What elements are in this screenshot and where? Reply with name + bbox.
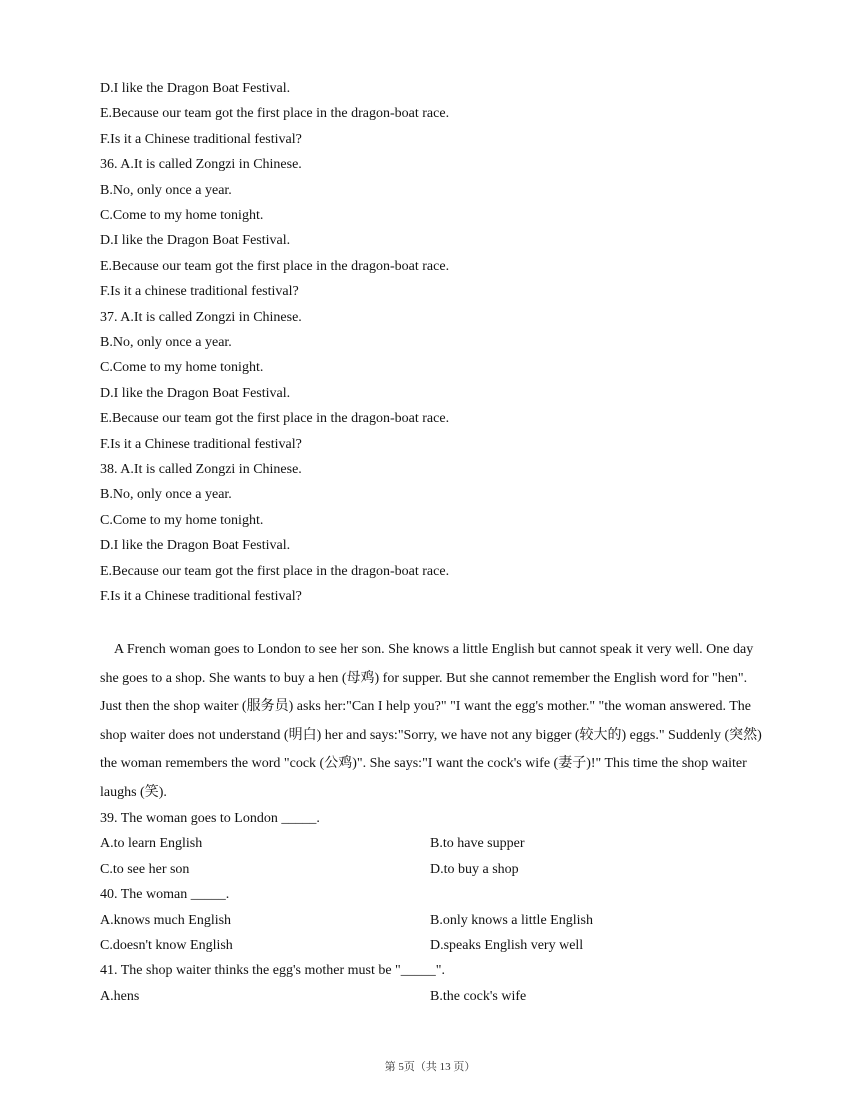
option-line: 36. A.It is called Zongzi in Chinese. bbox=[100, 157, 302, 173]
option-line: D.I like the Dragon Boat Festival. bbox=[100, 385, 291, 401]
question-40-stem: 40. The woman _____. bbox=[100, 887, 230, 902]
option-line: E.Because our team got the first place in the dragon-boat race. bbox=[100, 563, 450, 579]
page-footer: 第 5页（共 13 页） bbox=[384, 1061, 476, 1073]
reading-passage: A French woman goes to London to see her son. She knows a little English but cannot speak it very well. One day she goes to a shop. She wants to buy a hen (母鸡) for supper. But she cannot remember the English word for "hen". Just then the shop waiter (服务员) asks her:"Can I help you?" "I want the egg's mother." "the woman answered. The shop waiter does not understand (明白) her and says:"Sorry, we have not any bigger (较大的) eggs." Suddenly (突然) the woman remembers the word "cock (公鸡)". She says:"I want the cock's wife (妻子)!" This time the shop waiter laughs (笑). bbox=[100, 642, 762, 800]
question-39-stem: 39. The woman goes to London _____. bbox=[100, 811, 320, 826]
option-line: C.Come to my home tonight. bbox=[100, 360, 264, 376]
option-line: C.Come to my home tonight. bbox=[100, 512, 264, 528]
option-line: E.Because our team got the first place in the dragon-boat race. bbox=[100, 106, 450, 122]
question-39-option-d: D.to buy a shop bbox=[430, 862, 519, 877]
option-line: D.I like the Dragon Boat Festival. bbox=[100, 233, 291, 249]
option-line: F.Is it a Chinese traditional festival? bbox=[100, 436, 302, 452]
question-41-option-a: A.hens bbox=[100, 989, 140, 1004]
question-40-option-b: B.only knows a little English bbox=[430, 913, 593, 928]
option-line: F.Is it a Chinese traditional festival? bbox=[100, 589, 302, 604]
option-line: B.No, only once a year. bbox=[100, 335, 232, 350]
question-41-option-b: B.the cock's wife bbox=[430, 989, 527, 1004]
option-line: B.No, only once a year. bbox=[100, 487, 232, 503]
option-line: 38. A.It is called Zongzi in Chinese. bbox=[100, 462, 302, 477]
option-line: F.Is it a Chinese traditional festival? bbox=[100, 131, 302, 147]
option-line: E.Because our team got the first place in the dragon-boat race. bbox=[100, 411, 450, 427]
option-line: B.No, only once a year. bbox=[100, 182, 232, 198]
option-line: E.Because our team got the first place in the dragon-boat race. bbox=[100, 258, 450, 274]
question-39-option-c: C.to see her son bbox=[100, 862, 190, 877]
question-39-option-a: A.to learn English bbox=[100, 836, 203, 851]
option-line: D.I like the Dragon Boat Festival. bbox=[100, 538, 291, 554]
question-40-option-a: A.knows much English bbox=[100, 913, 232, 928]
option-line: F.Is it a chinese traditional festival? bbox=[100, 284, 299, 300]
option-line: D.I like the Dragon Boat Festival. bbox=[100, 81, 291, 96]
question-40-option-d: D.speaks English very well bbox=[430, 938, 584, 953]
option-line: C.Come to my home tonight. bbox=[100, 208, 264, 223]
question-39-option-b: B.to have supper bbox=[430, 836, 525, 851]
question-40-option-c: C.doesn't know English bbox=[100, 938, 233, 953]
question-41-stem: 41. The shop waiter thinks the egg's mother must be "_____". bbox=[100, 963, 445, 978]
option-line: 37. A.It is called Zongzi in Chinese. bbox=[100, 309, 302, 325]
